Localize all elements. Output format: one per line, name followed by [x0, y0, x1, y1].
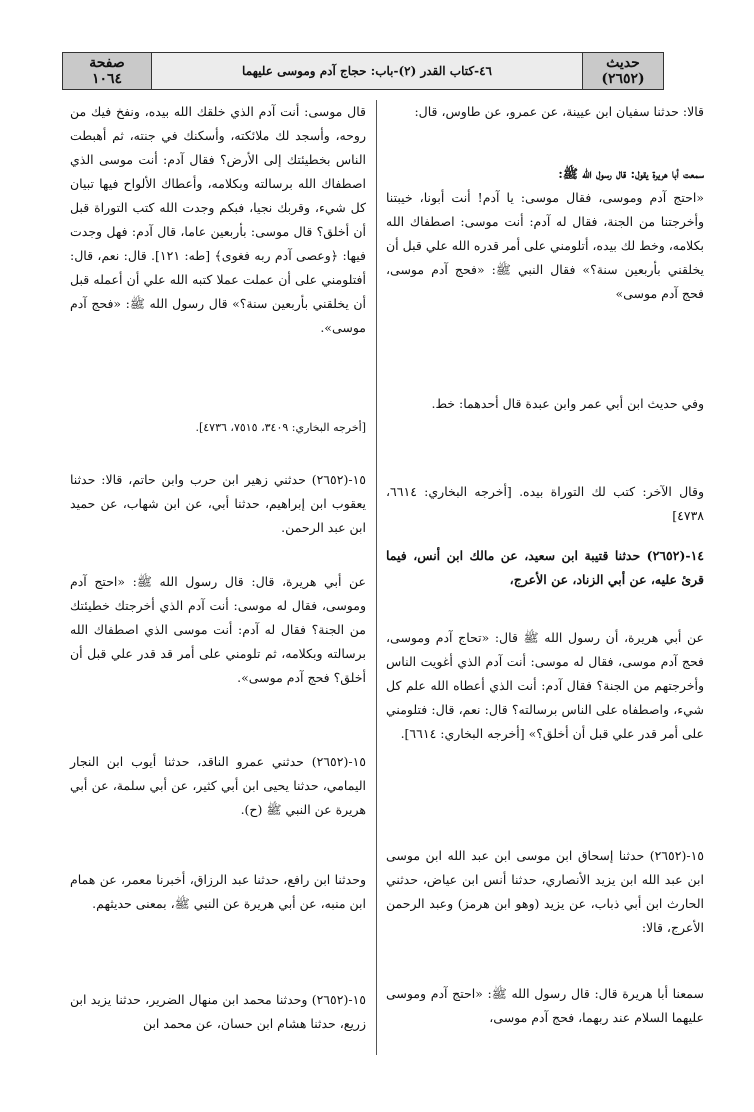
paragraph: ١٥-(٢٦٥٢) وحدثنا محمد ابن منهال الضرير، حدثنا يزيد ابن زريع، حدثنا هشام ابن حسان، عن محمد ابن — [70, 992, 366, 1031]
paragraph: قالا: حدثنا سفيان ابن عيينة، عن عمرو، عن طاوس، قال: — [414, 104, 704, 119]
hadith-number: (٢٦٥٢) — [601, 71, 645, 87]
paragraph: سمعنا أبا هريرة قال: قال رسول الله ﷺ: «احتج آدم وموسى عليهما السلام عند ربهما، فحج آدم موسى، — [386, 986, 704, 1025]
citation: [أخرجه البخاري: ٣٤٠٩، ٧٥١٥، ٤٧٣٦]. — [195, 421, 366, 434]
paragraph: ١٥-(٢٦٥٢) حدثني عمرو الناقد، حدثنا أيوب ابن النجار اليمامي، حدثنا يحيى ابن أبي كثير، عن أبي سلمة، عن أبي هريرة عن النبي ﷺ (ح). — [70, 754, 366, 817]
page-number: ١٠٦٤ — [91, 71, 123, 87]
paragraph: ١٥-(٢٦٥٢) حدثني زهير ابن حرب وابن حاتم، قالا: حدثنا يعقوب ابن إبراهيم، حدثنا أبي، عن ابن شهاب، عن حميد ابن عبد الرحمن. — [70, 472, 366, 535]
paragraph: وحدثنا ابن رافع، حدثنا عبد الرزاق، أخبرنا معمر، عن همام ابن منبه، عن أبي هريرة عن النبي ﷺ، بمعنى حديثهم. — [70, 872, 366, 911]
chapter-title: ٤٦-كتاب القدر (٢)-باب: حجاج آدم وموسى عليهما — [242, 64, 492, 78]
left-column — [70, 100, 366, 1100]
page-number-box — [62, 52, 152, 90]
page-label: صفحة — [89, 55, 125, 71]
paragraph: «احتج آدم وموسى، فقال موسى: يا آدم! أنت أبونا، خيبتنا وأخرجتنا من الجنة، فقال له آدم: أنت موسى: اصطفاك الله بكلامه، وخط لك بيده، أتلومني على أمر قدره الله علي قبل أن يخلقني بأربعين سنة؟» فقال النبي ﷺ: «فحج آدم موسى، فحج آدم موسى» — [386, 190, 704, 301]
paragraph: ١٥-(٢٦٥٢) حدثنا إسحاق ابن موسى ابن عبد الله ابن موسى ابن عبد الله ابن يزيد الأنصاري، حدثنا أنس ابن عياض، حدثني الحارث ابن أبي ذباب، عن يزيد (وهو ابن هرمز) وعبد الرحمن الأعرج، قالا: — [386, 848, 704, 935]
hadith-label: حديث — [606, 55, 640, 71]
paragraph: قال موسى: أنت آدم الذي خلقك الله بيده، ونفخ فيك من روحه، وأسجد لك ملائكته، وأسكنك في جنته، ثم أهبطت الناس بخطيئتك إلى الأرض؟ فقال آدم: أنت موسى الذي اصطفاك الله برسالته وبكلامه، وأعطاك الألواح فيها تبيان كل شيء، وقربك نجيا، فبكم وجدت الله كتب التوراة قبل أن أخلق؟ قال موسى: بأربعين عاما، قال آدم: فهل وجدت فيها: ﴿وعصى آدم ربه فغوى﴾ [طه: ١٢١]. قال: نعم، قال: أفتلومني على أن عملت عملا كتبه الله علي أن أعمله قبل أن يخلقني بأربعين سنة؟» قال رسول الله ﷺ: «فحج آدم موسى». — [70, 104, 366, 335]
paragraph: عن أبي هريرة، أن رسول الله ﷺ قال: «تحاج آدم وموسى، فحج آدم موسى، فقال له موسى: أنت آدم الذي أغويت الناس وأخرجتهم من الجنة؟ فقال آدم: أنت الذي أعطاه الله علم كل شيء، واصطفاه على الناس برسالته؟ قال: نعم، قال: فتلومني على أمر قدر علي قبل أن أخلق؟» [أخرجه البخاري: ٦٦١٤]. — [386, 630, 704, 741]
paragraph: عن أبي هريرة، قال: قال رسول الله ﷺ: «احتج آدم وموسى، فقال له موسى: أنت آدم الذي أخرجتك خطيئتك من الجنة؟ فقال له آدم: أنت موسى الذي اصطفاك الله برسالته وبكلامه، ثم تلومني على أمر قد قدر علي قبل أن أخلق؟ فحج آدم موسى». — [70, 574, 366, 685]
right-column — [386, 100, 704, 1100]
paragraph: وقال الآخر: كتب لك التوراة بيده. [أخرجه البخاري: ٦٦١٤، ٤٧٣٨] — [386, 484, 704, 523]
paragraph: ١٤-(٢٦٥٢) حدثنا قتيبة ابن سعيد، عن مالك ابن أنس، فيما قرئ عليه، عن أبي الزناد، عن الأعرج، — [386, 548, 704, 587]
hadith-number-box — [582, 52, 664, 90]
paragraph: وفي حديث ابن أبي عمر وابن عبدة قال أحدهما: خط. — [431, 396, 704, 411]
chapter-title-bar — [152, 52, 582, 90]
paragraph: سمعت أبا هريرة يقول: قال رسول الله ﷺ: — [558, 166, 704, 181]
column-divider — [376, 100, 377, 1055]
